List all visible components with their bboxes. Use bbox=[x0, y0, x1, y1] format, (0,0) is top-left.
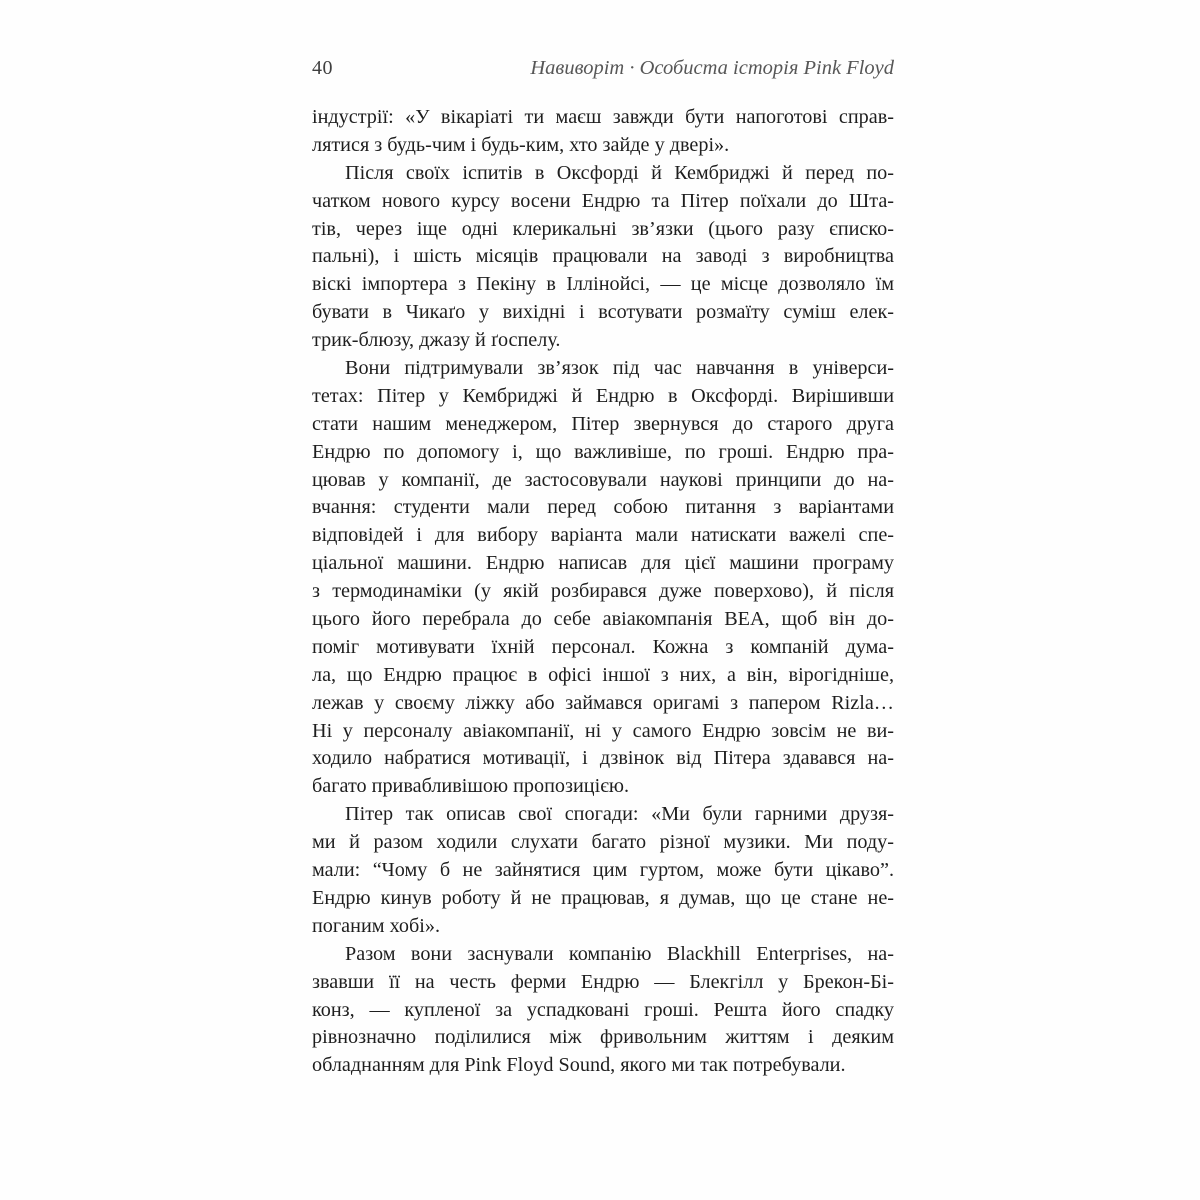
text-line: Ендрю по допомогу і, що важливіше, по гроші. Ендрю пра- bbox=[312, 440, 894, 463]
page-header bbox=[312, 57, 894, 80]
text-line: ла, що Ендрю працює в офісі іншої з них, а він, вірогідніше, bbox=[312, 663, 894, 686]
text-line: мали: “Чому б не зайнятися цим гуртом, може бути цікаво”. bbox=[312, 859, 894, 882]
text-line: Вони підтримували зв’язок під час навчання в універси- bbox=[345, 357, 894, 380]
page-number: 40 bbox=[312, 57, 333, 79]
text-line: пальні), і шість місяців працювали на заводі з виробництва bbox=[312, 245, 894, 268]
text-line: цював у компанії, де застосовували наукові принципи до на- bbox=[312, 468, 894, 491]
running-title: Навиворіт · Особиста історія Pink Floyd bbox=[530, 57, 894, 79]
text-line: тів, через іще одні клерикальні зв’язки (цього разу єписко- bbox=[312, 217, 894, 240]
text-line: Разом вони заснували компанію Blackhill Enterprises, на- bbox=[345, 942, 894, 965]
paragraph bbox=[312, 160, 894, 355]
text-line: Після своїх іспитів в Оксфорді й Кембриджі й перед по- bbox=[345, 161, 894, 184]
text-line: вчання: студенти мали перед собою питання з варіантами bbox=[312, 496, 894, 519]
text-line: трик-блюзу, джазу й ґоспелу. bbox=[312, 329, 561, 352]
text-line: ми й разом ходили слухати багато різної музики. Ми поду- bbox=[312, 831, 894, 854]
text-line: Ендрю кинув роботу й не працював, я думав, що це стане не- bbox=[312, 886, 894, 909]
paragraph bbox=[312, 104, 894, 160]
text-line: звавши її на честь ферми Ендрю — Блекгілл у Брекон-Бі- bbox=[312, 970, 894, 993]
text-line: поміг мотивувати їхній персонал. Кожна з компаній дума- bbox=[312, 635, 894, 658]
text-line: тетах: Пітер у Кембриджі й Ендрю в Оксфорді. Вирішивши bbox=[312, 384, 894, 407]
text-line: Ні у персоналу авіакомпанії, ні у самого Ендрю зовсім не ви- bbox=[312, 719, 894, 742]
text-line: віскі імпортера з Пекіну в Іллінойсі, — це місце дозволяло їм bbox=[312, 273, 894, 296]
text-line: поганим хобі». bbox=[312, 914, 441, 937]
text-block bbox=[312, 104, 894, 1080]
paragraph bbox=[312, 941, 894, 1080]
paragraph bbox=[312, 801, 894, 940]
text-line: лятися з будь-чим і будь-ким, хто зайде у двері». bbox=[312, 133, 730, 156]
text-line: лежав у своєму ліжку або займався оригамі з папером Rizla… bbox=[312, 691, 894, 714]
text-line: бувати в Чикаґо у вихідні і всотувати розмаїту суміш елек- bbox=[312, 301, 894, 324]
text-line: індустрії: «У вікаріаті ти маєш завжди бути напоготові справ- bbox=[312, 106, 894, 128]
text-line: чатком нового курсу восени Ендрю та Пітер поїхали до Шта- bbox=[312, 189, 894, 212]
text-line: Пітер так описав свої спогади: «Ми були гарними друзя- bbox=[345, 803, 894, 826]
text-line: конз, — купленої за успадковані гроші. Решта його спадку bbox=[312, 998, 894, 1021]
text-line: з термодинаміки (у якій розбирався дуже поверхово), й після bbox=[312, 580, 894, 603]
text-line: цього його перебрала до себе авіакомпанія BEA, щоб він до- bbox=[312, 608, 894, 631]
text-line: ціальної машини. Ендрю написав для цієї машини програму bbox=[312, 552, 894, 575]
text-line: обладнанням для Pink Floyd Sound, якого ми так потребували. bbox=[312, 1054, 846, 1077]
text-line: ходило набратися мотивації, і дзвінок від Пітера здавався на- bbox=[312, 747, 894, 770]
text-line: стати нашим менеджером, Пітер звернувся до старого друга bbox=[312, 412, 894, 435]
text-line: рівнозначно поділилися між фривольним життям і деяким bbox=[312, 1026, 894, 1049]
text-line: багато привабливішою пропозицією. bbox=[312, 775, 629, 798]
text-line: відповідей і для вибору варіанта мали натискати важелі спе- bbox=[312, 524, 894, 547]
paragraph bbox=[312, 355, 894, 801]
